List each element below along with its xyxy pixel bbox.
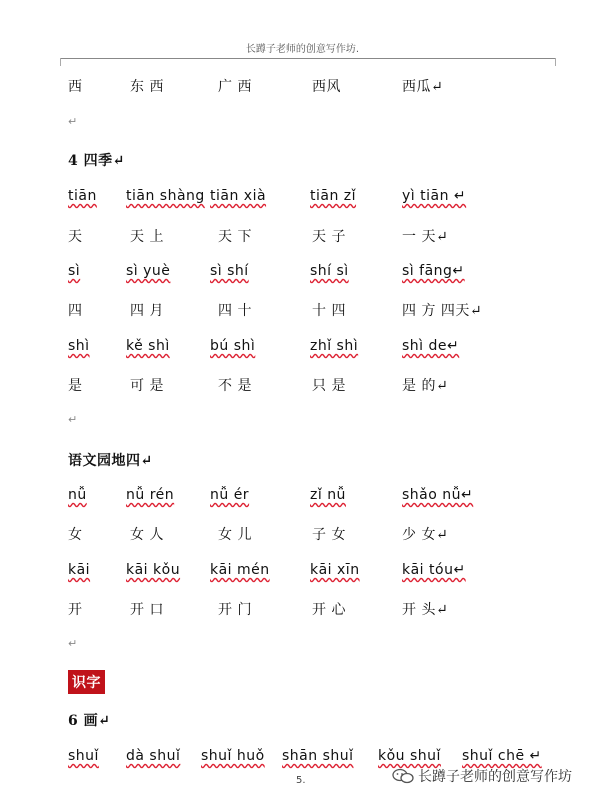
page-number: 5. <box>296 775 306 786</box>
pinyin-text: kāi <box>68 562 91 578</box>
pinyin-text: kě shì <box>126 338 170 354</box>
pinyin-text: dà shuǐ <box>126 748 181 764</box>
section-heading: 6 画↵ <box>68 713 111 729</box>
pinyin-text: zhǐ shì <box>310 338 359 354</box>
watermark-text: 长蹲子老师的创意写作坊 <box>418 769 572 785</box>
pinyin-text: sì shí <box>210 263 249 279</box>
pinyin-word <box>210 263 249 279</box>
pinyin-text: shì <box>68 338 90 354</box>
pinyin-text: shǎo nǚ↵ <box>402 487 474 503</box>
pinyin-word <box>68 562 90 578</box>
hanzi-word: 女 <box>68 527 83 543</box>
pinyin-word <box>210 487 249 503</box>
pinyin-text: tiān <box>68 188 97 204</box>
pinyin-word <box>126 338 170 354</box>
hanzi-word: 十 四 <box>312 303 346 319</box>
pinyin-text: kāi mén <box>210 562 270 578</box>
hanzi-word: 子 女 <box>312 527 346 543</box>
pinyin-text: tiān zǐ <box>310 188 357 204</box>
hanzi-word: 开 心 <box>312 602 346 618</box>
hanzi-word: 开 <box>68 602 83 618</box>
section-heading: 4 四季↵ <box>68 153 125 169</box>
pinyin-word <box>126 263 170 279</box>
pinyin-text: sì fāng↵ <box>402 263 465 279</box>
corner-mark-left <box>52 58 61 66</box>
pinyin-word <box>68 748 99 764</box>
pinyin-text: sì <box>68 263 81 279</box>
pinyin-word <box>310 562 360 578</box>
section-badge: 识字 <box>68 670 105 694</box>
wechat-icon <box>392 768 414 784</box>
paragraph-mark: ↵ <box>68 413 78 426</box>
pinyin-word <box>126 487 174 503</box>
hanzi-word: 女 人 <box>130 527 164 543</box>
paragraph-mark: ↵ <box>68 637 78 650</box>
paragraph-mark: ↵ <box>68 115 78 128</box>
hanzi-word: 可 是 <box>130 378 164 394</box>
hanzi-word: 开 门 <box>218 602 252 618</box>
pinyin-text: kǒu shuǐ <box>378 748 441 764</box>
hanzi-word: 少 女↵ <box>402 527 449 543</box>
pinyin-word <box>126 188 205 204</box>
pinyin-text: nǚ <box>68 487 87 503</box>
hanzi-word: 天 子 <box>312 229 346 245</box>
pinyin-word <box>126 562 180 578</box>
pinyin-word <box>68 263 80 279</box>
page-header: 长蹲子老师的创意写作坊. <box>245 44 360 55</box>
header-rule <box>60 58 555 59</box>
pinyin-text: shì de↵ <box>402 338 460 354</box>
pinyin-word <box>210 338 255 354</box>
pinyin-word <box>282 748 354 764</box>
hanzi-word: 西瓜↵ <box>402 79 444 95</box>
hanzi-word: 天 下 <box>218 229 252 245</box>
pinyin-word <box>210 562 270 578</box>
pinyin-word <box>402 487 473 503</box>
pinyin-text: kāi kǒu <box>126 562 181 578</box>
pinyin-text: tiān shàng <box>126 188 205 204</box>
hanzi-word: 西风 <box>312 79 341 95</box>
hanzi-word: 东 西 <box>130 79 164 95</box>
hanzi-word: 广 西 <box>218 79 252 95</box>
pinyin-word <box>310 338 358 354</box>
pinyin-word <box>462 748 542 764</box>
pinyin-word <box>201 748 265 764</box>
pinyin-text: kāi xīn <box>310 562 360 578</box>
hanzi-word: 四 十 <box>218 303 252 319</box>
pinyin-text: shuǐ huǒ <box>201 748 265 764</box>
corner-mark-right <box>555 58 564 66</box>
pinyin-text: bú shì <box>210 338 256 354</box>
pinyin-word <box>68 338 90 354</box>
pinyin-text: kāi tóu↵ <box>402 562 466 578</box>
pinyin-word <box>378 748 441 764</box>
pinyin-word <box>68 188 97 204</box>
pinyin-text: tiān xià <box>210 188 267 204</box>
hanzi-word: 只 是 <box>312 378 346 394</box>
hanzi-word: 女 儿 <box>218 527 252 543</box>
pinyin-text: zǐ nǚ <box>310 487 346 503</box>
pinyin-word <box>126 748 180 764</box>
hanzi-word: 四 方 四天↵ <box>402 303 483 319</box>
pinyin-word <box>402 188 466 204</box>
hanzi-word: 天 上 <box>130 229 164 245</box>
watermark <box>392 766 572 786</box>
pinyin-text: sì yuè <box>126 263 171 279</box>
pinyin-text: shí sì <box>310 263 349 279</box>
pinyin-word <box>402 338 459 354</box>
pinyin-word <box>68 487 87 503</box>
hanzi-word: 开 头↵ <box>402 602 449 618</box>
pinyin-word <box>402 263 465 279</box>
section-heading: 语文园地四↵ <box>68 453 153 469</box>
pinyin-text: shuǐ <box>68 748 99 764</box>
hanzi-word: 天 <box>68 229 83 245</box>
pinyin-word <box>310 263 349 279</box>
pinyin-text: nǚ ér <box>210 487 250 503</box>
hanzi-word: 一 天↵ <box>402 229 449 245</box>
hanzi-word: 是 的↵ <box>402 378 449 394</box>
pinyin-word <box>310 487 346 503</box>
hanzi-word: 不 是 <box>218 378 252 394</box>
hanzi-word: 开 口 <box>130 602 164 618</box>
hanzi-word: 西 <box>68 79 83 95</box>
pinyin-text: shuǐ chē ↵ <box>462 748 542 764</box>
hanzi-word: 是 <box>68 378 83 394</box>
pinyin-word <box>210 188 266 204</box>
hanzi-word: 四 <box>68 303 83 319</box>
pinyin-word <box>402 562 466 578</box>
hanzi-word: 四 月 <box>130 303 164 319</box>
pinyin-word <box>310 188 356 204</box>
pinyin-text: yì tiān ↵ <box>402 188 467 204</box>
pinyin-text: shān shuǐ <box>282 748 354 764</box>
pinyin-text: nǚ rén <box>126 487 175 503</box>
